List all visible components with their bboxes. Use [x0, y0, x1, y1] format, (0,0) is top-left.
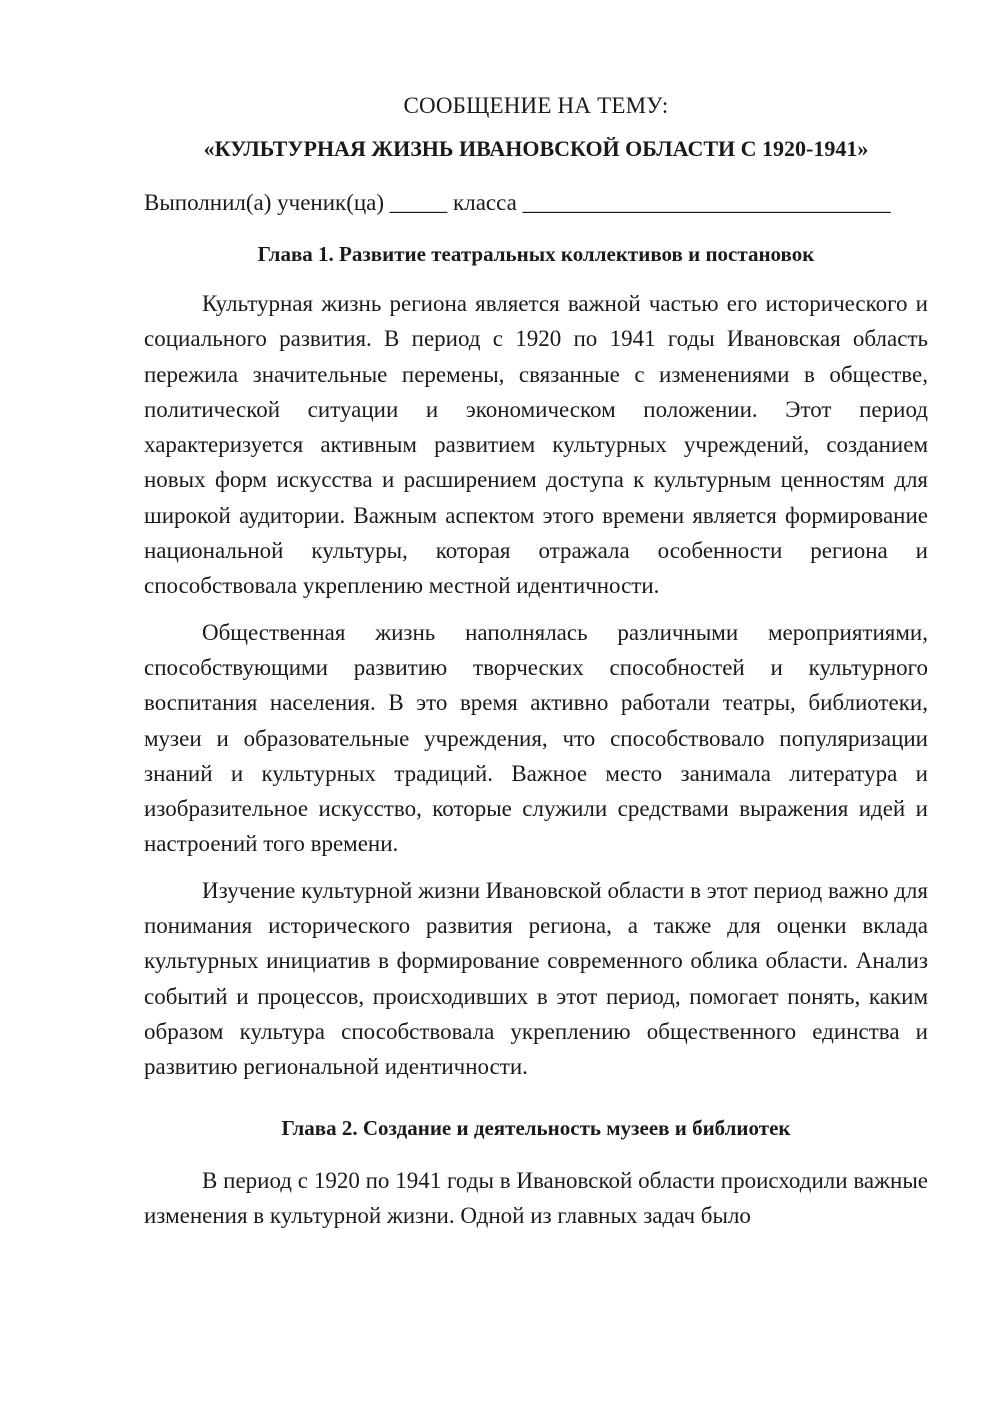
document-page [144, 90, 928, 1233]
chapter-1-paragraph-2: Общественная жизнь наполнялась различными мероприятиями, способствующими развитию творческих способностей и культурного воспитания населения. В это время активно работали театры, библиотеки, музеи и образовательные учреждения, что способствовало популяризации знаний и культурных традиций. Важное место занимала литература и изобразительное искусство, которые служили средствами выражения идей и настроений того времени. [144, 619, 928, 857]
author-line: Выполнил(а) ученик(ца) _____ класса ________________________________ [144, 190, 891, 215]
chapter-1-paragraph-3: Изучение культурной жизни Ивановской области в этот период важно для понимания исторического развития региона, а также для оценки вклада культурных инициатив в формирование современного облика области. Анализ событий и процессов, происходивших в этот период, помогает понять, каким образом культура способствовала укреплению общественного единства и развитию региональной идентичности. [144, 877, 928, 1080]
chapter-2-title: Глава 2. Создание и деятельность музеев и библиотек [281, 1115, 791, 1140]
document-topic: «КУЛЬТУРНАЯ ЖИЗНЬ ИВАНОВСКОЙ ОБЛАСТИ С 1920-1941» [203, 136, 869, 161]
chapter-2-paragraph-1: В период с 1920 по 1941 годы в Ивановской области происходили важные изменения в культурной жизни. Одной из главных задач было [144, 1167, 928, 1228]
chapter-1-paragraph-1: Культурная жизнь региона является важной частью его исторического и социального развития. В период с 1920 по 1941 годы Ивановская область пережила значительные перемены, связанные с изменениями в обществе, политической ситуации и экономическом положении. Этот период характеризуется активным развитием культурных учреждений, созданием новых форм искусства и расширением доступа к культурным ценностям для широкой аудитории. Важным аспектом этого времени является формирование национальной культуры, которая отражала особенности региона и способствовала укреплению местной идентичности. [144, 291, 928, 599]
chapter-1-title: Глава 1. Развитие театральных коллективов и постановок [257, 242, 815, 266]
document-title: СООБЩЕНИЕ НА ТЕМУ: [403, 93, 669, 118]
